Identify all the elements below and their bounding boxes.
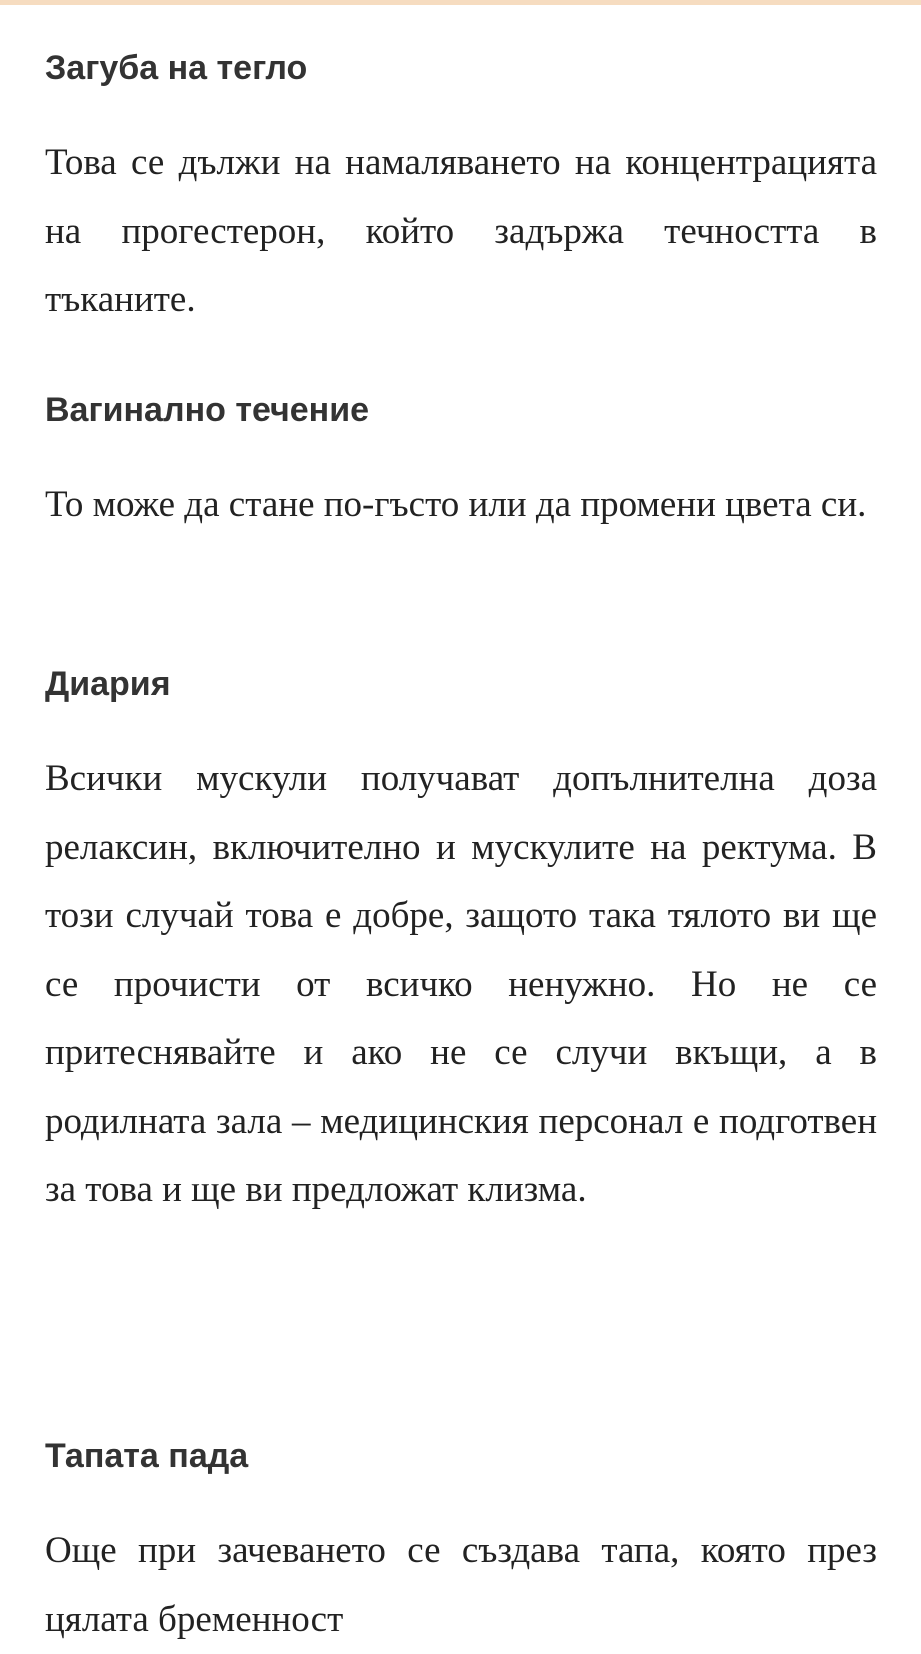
section-text-mucus-plug: Още при зачеването се създава тапа, която през цялата бременност xyxy=(45,1530,877,1640)
section-heading-vaginal-discharge: Вагинално течение xyxy=(45,391,370,429)
top-accent-bar xyxy=(0,0,921,5)
section-heading-weight-loss: Загуба на тегло xyxy=(45,49,308,87)
section-text-vaginal-discharge: То може да стане по-гъсто или да промени цвета си. xyxy=(45,484,867,525)
section-heading-diarrhea: Диария xyxy=(45,665,171,703)
section-text-weight-loss: Това се дължи на намаляването на концентрацията на прогестерон, който задържа течността в тъканите. xyxy=(45,142,877,320)
section-heading-mucus-plug: Тапата пада xyxy=(45,1437,249,1475)
section-text-diarrhea: Всички мускули получават допълнителна доза релаксин, включително и мускулите на ректума. В този случай това е добре, защото така тялото ви ще се прочисти от всичко ненужно. Но не се притеснявайте и ако не се случи вкъщи, а в родилната зала – медицинския персонал е подготвен за това и ще ви предложат клизма. xyxy=(45,758,877,1210)
